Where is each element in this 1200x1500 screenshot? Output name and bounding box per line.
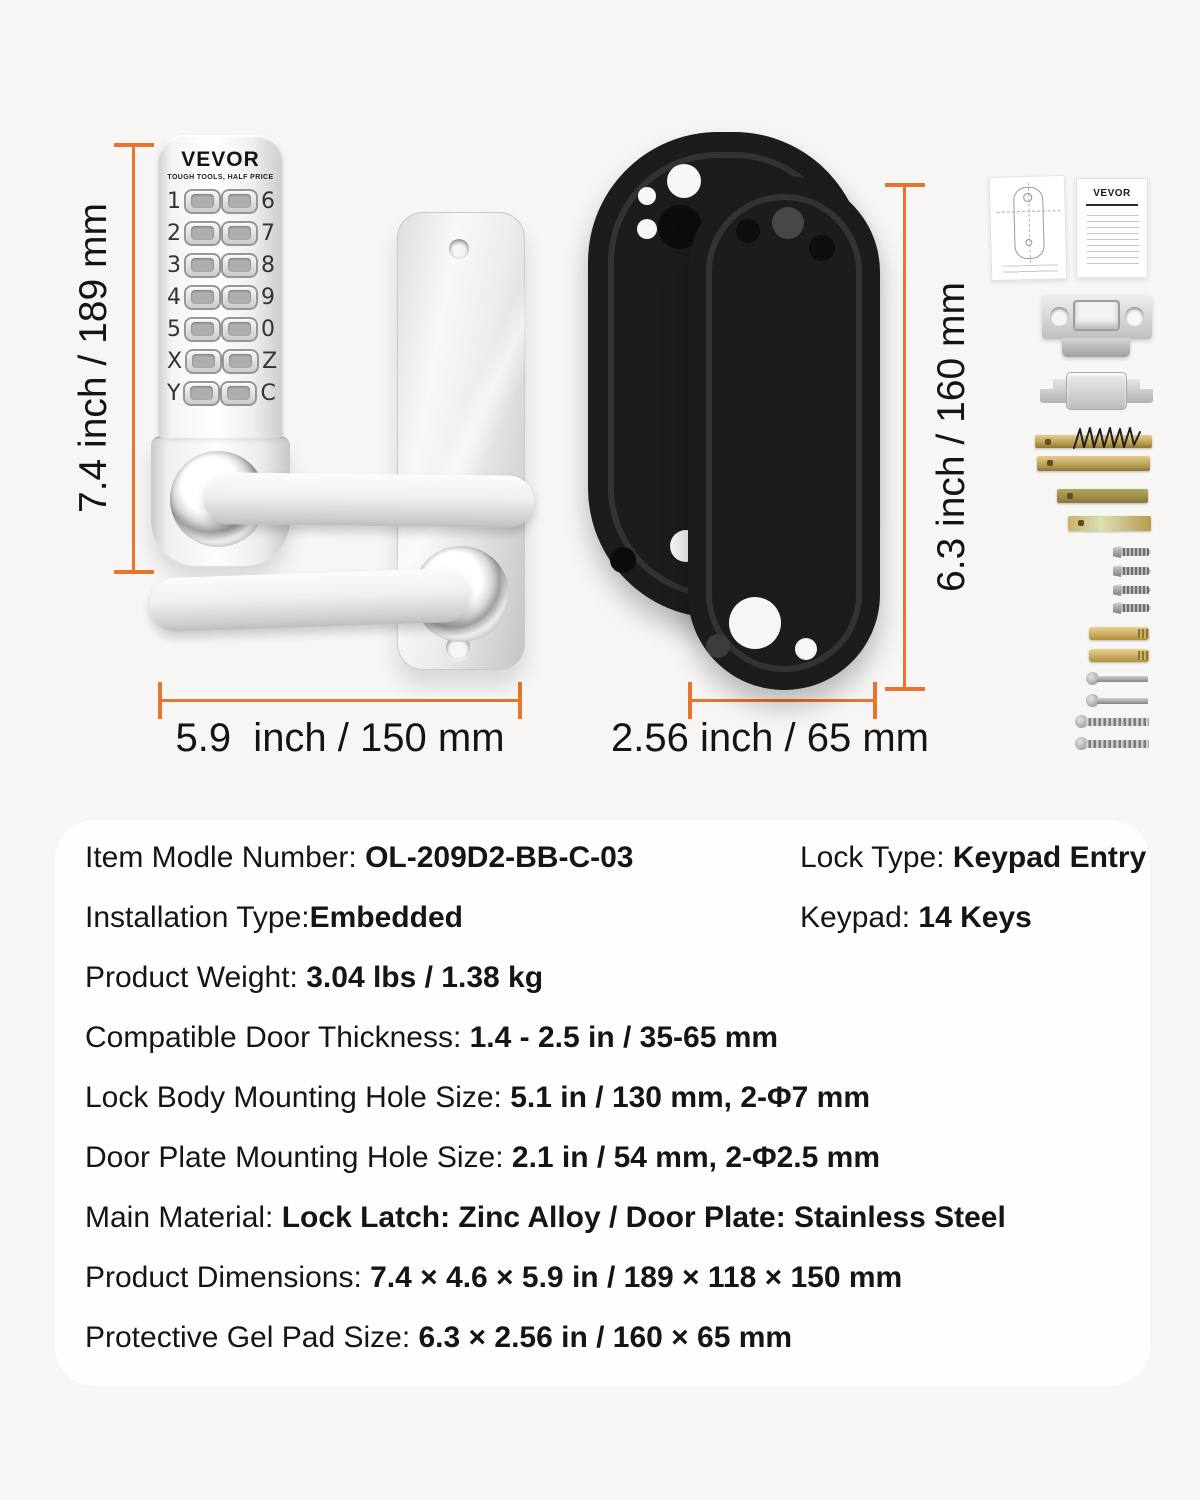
key-button-pad	[192, 354, 215, 368]
strike-plate-hole	[1050, 307, 1069, 326]
dimension-line	[160, 699, 520, 702]
key-label: 3	[167, 252, 181, 278]
screw-head	[1113, 602, 1121, 614]
screw-shaft	[1097, 676, 1148, 682]
keypad-row	[167, 348, 278, 374]
key-button-pad	[191, 194, 214, 208]
keypad-lever-handle	[204, 472, 535, 527]
keypad-row	[167, 188, 274, 214]
key-label: 7	[261, 220, 275, 246]
key-4	[167, 285, 221, 310]
brand-logo	[158, 135, 283, 181]
key-button	[221, 285, 258, 310]
key-button	[184, 285, 221, 310]
key-label: X	[167, 348, 183, 374]
key-button	[184, 221, 221, 246]
spec-row-door-plate-hole	[85, 1128, 1006, 1188]
dimension-line	[690, 699, 877, 702]
screw-shaft	[1121, 548, 1151, 556]
pad-hole	[736, 219, 760, 243]
strike-plate	[1042, 295, 1152, 339]
spec-column-right	[800, 828, 1146, 948]
instruction-manual-sheet	[1076, 178, 1148, 278]
spec-label: Product Weight:	[85, 961, 307, 994]
machine-screw-short-1	[1086, 672, 1148, 686]
key-button-pad	[228, 322, 251, 336]
key-button-pad	[228, 258, 251, 272]
pad-hole	[667, 164, 701, 198]
key-label: 4	[167, 284, 181, 310]
rod-notch	[1047, 460, 1053, 466]
spec-row-gel-pad-size	[85, 1308, 1006, 1368]
key-label: Y	[167, 380, 181, 406]
key-x	[167, 349, 222, 374]
spec-label: Keypad:	[800, 901, 919, 934]
dimension-line	[903, 185, 906, 690]
screw-shaft	[1086, 740, 1149, 748]
key-9	[221, 285, 275, 310]
spindle-bar-1	[1037, 456, 1150, 471]
key-label: 2	[167, 220, 181, 246]
strike-plate-tab	[1062, 338, 1130, 357]
brand-slogan: TOUGH TOOLS, HALF PRICE	[167, 174, 274, 181]
pad-hole	[638, 187, 656, 205]
machine-screw-long-1	[1075, 715, 1149, 729]
lock-width-label: 5.9 inch / 150 mm	[175, 716, 505, 760]
key-label: Z	[262, 348, 278, 374]
spec-value: 2.1 in / 54 mm, 2-Φ2.5 mm	[511, 1141, 881, 1174]
lock-height-label: 7.4 inch / 189 mm	[72, 203, 115, 513]
pad-hole	[729, 597, 781, 649]
spec-value: 7.4 × 4.6 × 5.9 in / 189 × 118 × 150 mm	[370, 1261, 903, 1294]
dimension-tick	[885, 687, 925, 691]
rod-notch	[1078, 520, 1084, 526]
screw-hole-top	[449, 239, 469, 259]
key-label: 1	[167, 188, 181, 214]
keypad-row	[167, 220, 274, 246]
screw-head	[1113, 565, 1121, 577]
pad-ridge	[706, 194, 862, 672]
screw-head	[1113, 584, 1121, 596]
keypad-row	[167, 252, 274, 278]
key-button-pad	[229, 354, 252, 368]
dimension-tick	[518, 682, 522, 719]
spec-value: Keypad Entry	[952, 841, 1147, 874]
latch-body	[1066, 372, 1127, 410]
key-5	[167, 317, 221, 342]
pad-hole	[637, 219, 657, 239]
pad-hole	[772, 207, 804, 239]
key-2	[167, 221, 221, 246]
keypad-plate	[158, 135, 283, 438]
spec-value: Embedded	[309, 901, 463, 934]
spec-label: Main Material:	[85, 1201, 282, 1234]
spec-row-door-thickness	[85, 1008, 1006, 1068]
drilling-template-sheet	[989, 175, 1068, 281]
screw-head	[1113, 546, 1121, 558]
key-button	[184, 189, 221, 214]
spec-row-lock-type	[800, 828, 1146, 888]
key-0	[221, 317, 275, 342]
key-button	[222, 349, 259, 374]
tapping-screw-4	[1113, 602, 1151, 614]
tapping-screw-1	[1113, 546, 1151, 558]
spec-label: Door Plate Mounting Hole Size:	[85, 1141, 512, 1174]
machine-screw-long-2	[1075, 737, 1149, 751]
pad-hole	[795, 638, 817, 660]
manual-text-lines	[1087, 215, 1139, 269]
spec-row-keypad-keys	[800, 888, 1146, 948]
spec-row-main-material	[85, 1188, 1006, 1248]
spec-value: 6.3 × 2.56 in / 160 × 65 mm	[418, 1321, 793, 1354]
pad-hole	[610, 547, 636, 573]
spec-value: 14 Keys	[918, 901, 1032, 934]
key-button-pad	[191, 226, 214, 240]
key-button	[184, 317, 221, 342]
keypad-row	[167, 380, 274, 406]
latch-case	[1040, 372, 1153, 410]
keypad-grid	[158, 188, 283, 406]
key-button-pad	[228, 194, 251, 208]
strike-plate-hole	[1125, 307, 1144, 326]
screw-shaft	[1121, 567, 1151, 575]
spec-label: Item Modle Number:	[85, 841, 366, 874]
standoff-post-1	[1089, 627, 1149, 640]
manual-divider	[1086, 204, 1138, 206]
spec-row-lock-body-hole	[85, 1068, 1006, 1128]
screw-shaft	[1121, 604, 1151, 612]
key-button	[183, 381, 220, 406]
screw-shaft	[1121, 586, 1151, 594]
coil-spring-icon	[1072, 424, 1144, 452]
spec-label: Lock Body Mounting Hole Size:	[85, 1081, 511, 1114]
spindle-bar-3	[1068, 516, 1151, 531]
manual-brand-name: VEVOR	[1093, 188, 1131, 199]
tapping-screw-3	[1113, 584, 1151, 596]
spec-label: Protective Gel Pad Size:	[85, 1321, 419, 1354]
key-3	[167, 253, 221, 278]
latch-notch	[1039, 379, 1053, 389]
key-y	[167, 381, 220, 406]
key-label: C	[260, 380, 276, 406]
brand-name: VEVOR	[181, 148, 260, 171]
standoff-tip	[1138, 651, 1149, 660]
key-1	[167, 189, 221, 214]
spec-row-product-dimensions	[85, 1248, 1006, 1308]
pad-width-label: 2.56 inch / 65 mm	[611, 716, 929, 760]
key-label: 8	[261, 252, 275, 278]
rod-notch	[1045, 439, 1051, 445]
spec-panel	[55, 820, 1150, 1386]
standoff-tip	[1138, 629, 1149, 638]
dimension-tick	[114, 570, 154, 574]
key-button-pad	[191, 290, 214, 304]
gel-pad-front	[688, 176, 880, 690]
spec-value: OL-209D2-BB-C-03	[365, 841, 634, 874]
key-button	[185, 349, 222, 374]
screw-shaft	[1097, 698, 1148, 704]
pad-hole	[809, 235, 835, 261]
rod-notch	[1067, 493, 1073, 499]
keypad-row	[167, 284, 274, 310]
key-button-pad	[228, 226, 251, 240]
key-7	[221, 221, 275, 246]
spec-label: Installation Type:	[85, 901, 310, 934]
spec-label: Lock Type:	[800, 841, 953, 874]
key-6	[221, 189, 275, 214]
key-button-pad	[227, 386, 250, 400]
key-label: 9	[261, 284, 275, 310]
key-8	[221, 253, 275, 278]
key-button	[221, 317, 258, 342]
key-button-pad	[190, 386, 213, 400]
pad-height-label: 6.3 inch / 160 mm	[930, 282, 973, 592]
spec-value: 3.04 lbs / 1.38 kg	[306, 961, 544, 994]
spec-label: Product Dimensions:	[85, 1261, 371, 1294]
key-button	[221, 253, 258, 278]
screw-shaft	[1086, 718, 1149, 726]
spindle-bar-2	[1057, 489, 1148, 503]
dimension-line	[132, 145, 135, 572]
key-button	[221, 189, 258, 214]
template-footnote-lines	[1002, 264, 1058, 274]
dimension-tick	[873, 682, 877, 719]
standoff-post-2	[1089, 649, 1149, 662]
key-label: 5	[167, 316, 181, 342]
strike-plate-opening	[1073, 300, 1120, 331]
interior-lever-handle	[149, 567, 471, 632]
key-button-pad	[191, 322, 214, 336]
key-button	[221, 221, 258, 246]
key-button-pad	[228, 290, 251, 304]
key-label: 0	[261, 316, 275, 342]
latch-notch	[1140, 379, 1154, 389]
tapping-screw-2	[1113, 565, 1151, 577]
key-button-pad	[191, 258, 214, 272]
key-label: 6	[261, 188, 275, 214]
spec-value: Lock Latch: Zinc Alloy / Door Plate: Stainless Steel	[281, 1201, 1006, 1234]
machine-screw-short-2	[1086, 694, 1148, 708]
key-z	[222, 349, 277, 374]
spec-label: Compatible Door Thickness:	[85, 1021, 470, 1054]
spec-value: 1.4 - 2.5 in / 35-65 mm	[469, 1021, 779, 1054]
spec-row-product-weight	[85, 948, 1006, 1008]
key-button	[184, 253, 221, 278]
spec-value: 5.1 in / 130 mm, 2-Φ7 mm	[510, 1081, 871, 1114]
key-button	[220, 381, 257, 406]
keypad-row	[167, 316, 274, 342]
pad-hole	[706, 634, 730, 658]
key-c	[220, 381, 275, 406]
